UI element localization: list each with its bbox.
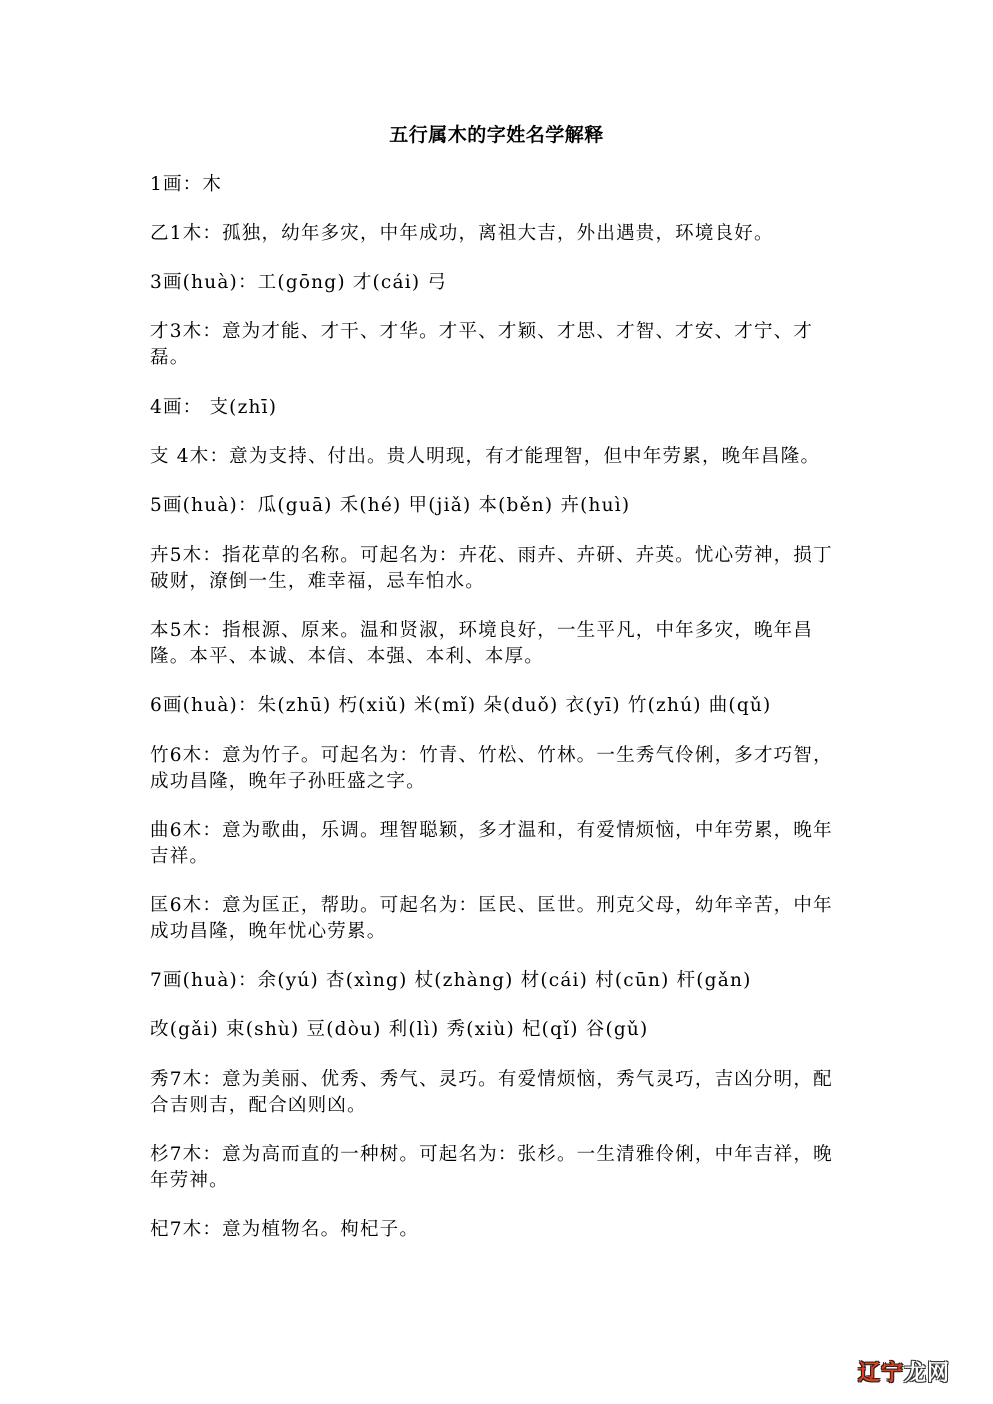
paragraph: 6画(huà)：朱(zhū) 朽(xiǔ) 米(mǐ) 朵(duǒ) 衣(yī) 竹(zhú) 曲(qǔ) xyxy=(150,695,772,716)
paragraph: 改(gǎi) 束(shù) 豆(dòu) 利(lì) 秀(xiù) 杞(qǐ) 谷(gǔ) xyxy=(150,1019,649,1040)
paragraph: 卉5木：指花草的名称。可起名为：卉花、雨卉、卉研、卉英。忧心劳神，损丁破财，潦倒一生，难幸福，忌车怕水。 xyxy=(150,545,833,592)
paragraph: 才3木：意为才能、才干、才华。才平、才颖、才思、才智、才安、才宁、才磊。 xyxy=(150,321,814,368)
paragraph: 支 4木：意为支持、付出。贵人明现，有才能理智，但中年劳累，晚年昌隆。 xyxy=(150,446,821,467)
document-title: 五行属木的字姓名学解释 xyxy=(389,124,604,146)
paragraph: 乙1木：孤独，幼年多灾，中年成功，离祖大吉，外出遇贵，环境良好。 xyxy=(150,223,774,244)
paragraph: 5画(huà)：瓜(guā) 禾(hé) 甲(jiǎ) 本(běn) 卉(huì) xyxy=(150,495,631,516)
paragraph: 秀7木：意为美丽、优秀、秀气、灵巧。有爱情烦恼，秀气灵巧，吉凶分明，配合吉则吉，配合凶则凶。 xyxy=(150,1069,833,1116)
paragraph: 3画(huà)：工(gōng) 才(cái) 弓 xyxy=(150,272,448,293)
paragraph: 匡6木：意为匡正，帮助。可起名为：匡民、匡世。刑克父母，幼年辛苦，中年成功昌隆，晚年忧心劳累。 xyxy=(150,895,833,942)
paragraph: 竹6木：意为竹子。可起名为：竹青、竹松、竹林。一生秀气伶俐，多才巧智，成功昌隆，晚年子孙旺盛之字。 xyxy=(150,745,833,792)
site-watermark-logo xyxy=(858,1356,950,1387)
paragraph: 曲6木：意为歌曲，乐调。理智聪颖，多才温和，有爱情烦恼，中年劳累，晚年吉祥。 xyxy=(150,820,833,867)
watermark-part-2: 龙网 xyxy=(904,1361,951,1386)
paragraph: 4画： 支(zhī) xyxy=(150,397,278,418)
paragraph: 1画：木 xyxy=(150,174,223,195)
paragraph: 本5木：指根源、原来。温和贤淑，环境良好，一生平凡，中年多灾，晚年昌隆。本平、本诚、本信、本强、本利、本厚。 xyxy=(150,620,814,667)
paragraph: 杉7木：意为高而直的一种树。可起名为：张杉。一生清雅伶俐，中年吉祥，晚年劳神。 xyxy=(150,1144,833,1191)
paragraph: 杞7木：意为植物名。枸杞子。 xyxy=(150,1219,420,1240)
paragraph: 7画(huà)：余(yú) 杏(xìng) 杖(zhàng) 材(cái) 村(cūn) 杆(gǎn) xyxy=(150,970,752,991)
watermark-part-1: 辽宁 xyxy=(858,1361,905,1386)
